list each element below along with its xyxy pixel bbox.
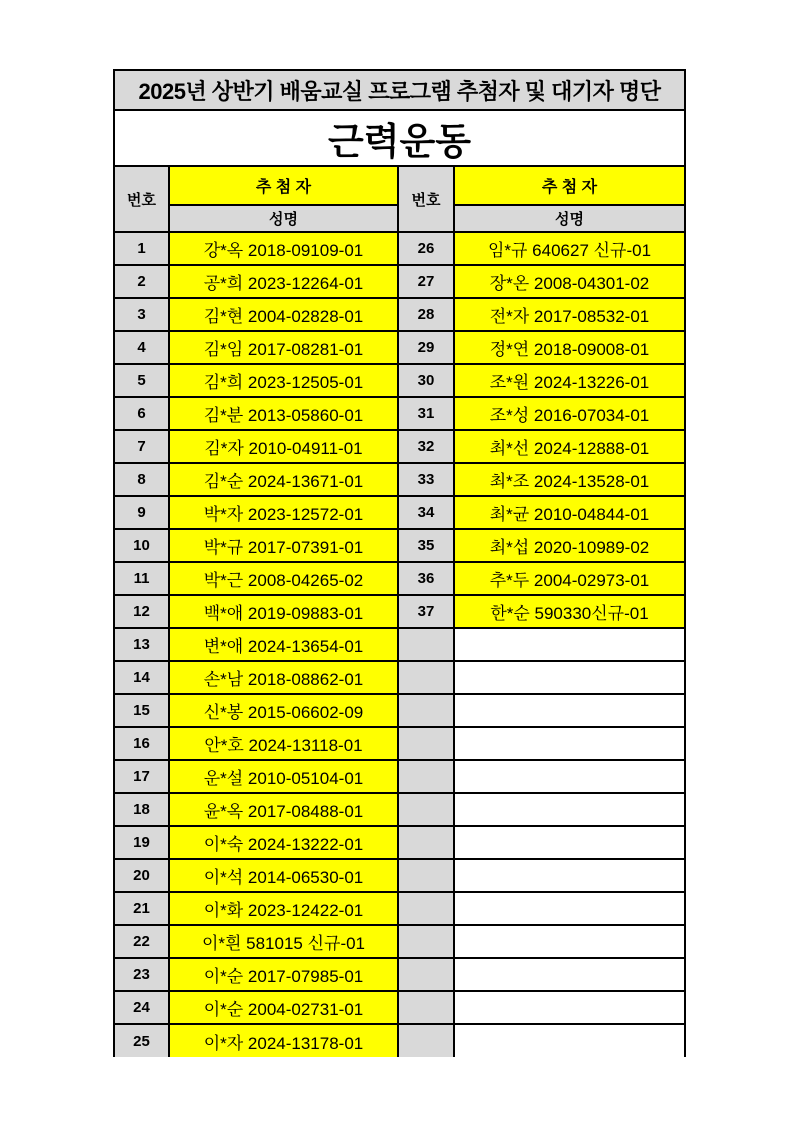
- winner-name-left: 백*애 2019-09883-01: [169, 595, 398, 628]
- winner-name-left: 김*분 2013-05860-01: [169, 397, 398, 430]
- row-number-right: [398, 859, 454, 892]
- title-row: [114, 70, 685, 110]
- winner-name-left: 이*자 2024-13178-01: [169, 1024, 398, 1057]
- row-number-right: [398, 793, 454, 826]
- table-row: [114, 364, 685, 397]
- winner-name-right: [454, 694, 685, 727]
- table-row: [114, 430, 685, 463]
- document-title: 2025년 상반기 배움교실 프로그램 추첨자 및 대기자 명단: [114, 70, 685, 110]
- row-number-right: [398, 727, 454, 760]
- row-number-left: 22: [114, 925, 169, 958]
- winner-name-right: [454, 727, 685, 760]
- table-row: [114, 595, 685, 628]
- table-row: [114, 958, 685, 991]
- row-number-right: [398, 694, 454, 727]
- header-winner-right: 추 첨 자: [454, 166, 685, 205]
- winner-name-left: 박*자 2023-12572-01: [169, 496, 398, 529]
- row-number-left: 11: [114, 562, 169, 595]
- winner-name-right: 조*원 2024-13226-01: [454, 364, 685, 397]
- winner-name-right: 추*두 2004-02973-01: [454, 562, 685, 595]
- winner-name-left: 이*흰 581015 신규-01: [169, 925, 398, 958]
- winner-name-right: [454, 859, 685, 892]
- row-number-right: 27: [398, 265, 454, 298]
- winner-name-right: 최*섭 2020-10989-02: [454, 529, 685, 562]
- table-row: [114, 331, 685, 364]
- row-number-left: 2: [114, 265, 169, 298]
- winner-name-right: [454, 628, 685, 661]
- winner-name-left: 변*애 2024-13654-01: [169, 628, 398, 661]
- row-number-right: 26: [398, 232, 454, 265]
- row-number-left: 17: [114, 760, 169, 793]
- row-number-left: 21: [114, 892, 169, 925]
- program-name: 근력운동: [114, 110, 685, 166]
- winner-name-left: 박*근 2008-04265-02: [169, 562, 398, 595]
- table-row: [114, 727, 685, 760]
- header-name-right: 성명: [454, 205, 685, 232]
- winner-name-left: 공*희 2023-12264-01: [169, 265, 398, 298]
- winner-name-right: [454, 793, 685, 826]
- row-number-left: 3: [114, 298, 169, 331]
- row-number-right: [398, 628, 454, 661]
- table-row: [114, 265, 685, 298]
- winner-name-right: [454, 826, 685, 859]
- winner-name-left: 이*순 2017-07985-01: [169, 958, 398, 991]
- table-row: [114, 628, 685, 661]
- row-number-right: [398, 760, 454, 793]
- table-row: [114, 397, 685, 430]
- table-row: [114, 562, 685, 595]
- winner-name-right: [454, 925, 685, 958]
- lottery-roster-table: [113, 69, 686, 1057]
- row-number-right: [398, 991, 454, 1024]
- winner-name-left: 운*설 2010-05104-01: [169, 760, 398, 793]
- row-number-left: 13: [114, 628, 169, 661]
- winner-name-right: 조*성 2016-07034-01: [454, 397, 685, 430]
- row-number-left: 4: [114, 331, 169, 364]
- winner-name-right: [454, 1024, 685, 1057]
- winner-name-right: [454, 958, 685, 991]
- winner-name-right: 최*조 2024-13528-01: [454, 463, 685, 496]
- winner-name-left: 김*임 2017-08281-01: [169, 331, 398, 364]
- table-row: [114, 892, 685, 925]
- row-number-left: 15: [114, 694, 169, 727]
- row-number-right: [398, 826, 454, 859]
- row-number-right: 30: [398, 364, 454, 397]
- winner-name-right: 전*자 2017-08532-01: [454, 298, 685, 331]
- row-number-left: 18: [114, 793, 169, 826]
- row-number-right: 32: [398, 430, 454, 463]
- winner-name-right: 임*규 640627 신규-01: [454, 232, 685, 265]
- row-number-right: 36: [398, 562, 454, 595]
- winner-name-right: [454, 991, 685, 1024]
- table-row: [114, 529, 685, 562]
- winner-name-left: 김*자 2010-04911-01: [169, 430, 398, 463]
- row-number-right: 31: [398, 397, 454, 430]
- row-number-left: 24: [114, 991, 169, 1024]
- row-number-left: 12: [114, 595, 169, 628]
- table-row: [114, 298, 685, 331]
- row-number-right: 35: [398, 529, 454, 562]
- row-number-left: 23: [114, 958, 169, 991]
- winner-name-left: 윤*옥 2017-08488-01: [169, 793, 398, 826]
- winner-name-left: 안*호 2024-13118-01: [169, 727, 398, 760]
- row-number-right: 28: [398, 298, 454, 331]
- winner-name-left: 이*화 2023-12422-01: [169, 892, 398, 925]
- winner-name-left: 김*순 2024-13671-01: [169, 463, 398, 496]
- table-row: [114, 991, 685, 1024]
- row-number-right: 29: [398, 331, 454, 364]
- table-row: [114, 694, 685, 727]
- row-number-left: 25: [114, 1024, 169, 1057]
- winner-name-left: 김*현 2004-02828-01: [169, 298, 398, 331]
- table-row: [114, 1024, 685, 1057]
- winner-name-left: 김*희 2023-12505-01: [169, 364, 398, 397]
- row-number-right: 34: [398, 496, 454, 529]
- row-number-right: 37: [398, 595, 454, 628]
- winner-name-left: 이*숙 2024-13222-01: [169, 826, 398, 859]
- header-number-right: 번호: [398, 166, 454, 232]
- table-row: [114, 463, 685, 496]
- header-number-left: 번호: [114, 166, 169, 232]
- winner-name-left: 강*옥 2018-09109-01: [169, 232, 398, 265]
- row-number-right: [398, 661, 454, 694]
- table-row: [114, 661, 685, 694]
- winner-name-left: 이*순 2004-02731-01: [169, 991, 398, 1024]
- row-number-left: 7: [114, 430, 169, 463]
- winner-name-right: 최*선 2024-12888-01: [454, 430, 685, 463]
- winner-name-right: [454, 661, 685, 694]
- row-number-left: 8: [114, 463, 169, 496]
- row-number-left: 10: [114, 529, 169, 562]
- winner-name-right: 최*균 2010-04844-01: [454, 496, 685, 529]
- row-number-left: 16: [114, 727, 169, 760]
- winner-name-left: 신*봉 2015-06602-09: [169, 694, 398, 727]
- rows-body: [114, 70, 685, 1057]
- row-number-left: 9: [114, 496, 169, 529]
- table-row: [114, 826, 685, 859]
- winner-name-left: 손*남 2018-08862-01: [169, 661, 398, 694]
- row-number-right: [398, 925, 454, 958]
- table-row: [114, 496, 685, 529]
- row-number-right: 33: [398, 463, 454, 496]
- subtitle-row: [114, 110, 685, 166]
- header-winner-left: 추 첨 자: [169, 166, 398, 205]
- row-number-left: 20: [114, 859, 169, 892]
- winner-name-right: 정*연 2018-09008-01: [454, 331, 685, 364]
- table-row: [114, 859, 685, 892]
- winner-name-right: [454, 760, 685, 793]
- row-number-right: [398, 1024, 454, 1057]
- header-name-left: 성명: [169, 205, 398, 232]
- header-row-winner: [114, 166, 685, 205]
- winner-name-right: 장*온 2008-04301-02: [454, 265, 685, 298]
- table-row: [114, 925, 685, 958]
- winner-name-right: [454, 892, 685, 925]
- table-row: [114, 760, 685, 793]
- row-number-right: [398, 958, 454, 991]
- row-number-left: 14: [114, 661, 169, 694]
- table-row: [114, 232, 685, 265]
- row-number-left: 1: [114, 232, 169, 265]
- winner-name-left: 이*석 2014-06530-01: [169, 859, 398, 892]
- row-number-left: 19: [114, 826, 169, 859]
- row-number-right: [398, 892, 454, 925]
- winner-name-right: 한*순 590330신규-01: [454, 595, 685, 628]
- winner-name-left: 박*규 2017-07391-01: [169, 529, 398, 562]
- row-number-left: 6: [114, 397, 169, 430]
- row-number-left: 5: [114, 364, 169, 397]
- table-row: [114, 793, 685, 826]
